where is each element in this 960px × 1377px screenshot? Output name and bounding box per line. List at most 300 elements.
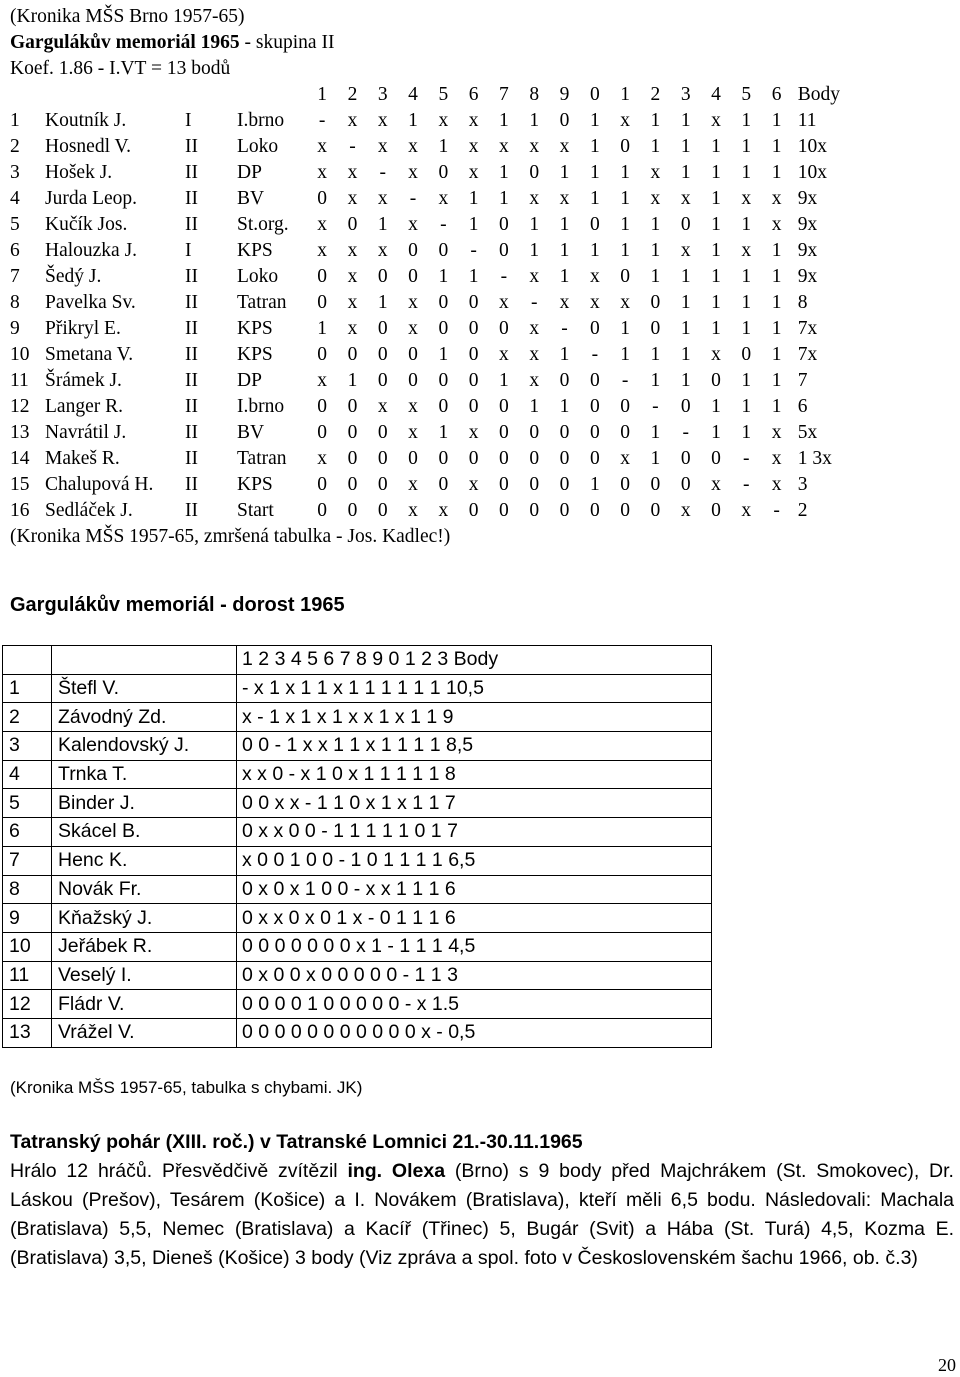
result-cell: - [304, 791, 312, 814]
result-cell: 0 [321, 877, 333, 900]
player-number: 8 [10, 292, 20, 313]
result-cell: 0 [559, 110, 570, 131]
result-cell: 0 [620, 136, 630, 157]
result-cell: x [273, 906, 284, 929]
player-number: 4 [10, 188, 20, 209]
player-number: 9 [3, 904, 52, 933]
result-cell: 1 [412, 906, 424, 929]
tatra-cup-title: Tatranský pohár (XIII. roč.) v Tatranské Lomnici 21.-30.11.1965 [10, 1131, 583, 1153]
result-cell: x [438, 188, 449, 209]
table-row [3, 674, 712, 703]
result-cell: 0 [620, 500, 630, 521]
result-cell: 1 [307, 992, 318, 1015]
result-cell: 0 [468, 344, 479, 365]
column-number: 1 [404, 648, 416, 671]
table-row [3, 904, 712, 933]
result-cell: 1 [399, 849, 411, 872]
player-number: 11 [3, 961, 52, 990]
chronicle-source: (Kronika MŠS Brno 1957-65) [10, 6, 245, 27]
player-class: II [185, 318, 198, 339]
result-cell: 1 [711, 214, 721, 235]
player-class: II [185, 422, 198, 443]
result-cell: x [253, 677, 264, 700]
result-cell: 1 [413, 734, 425, 757]
column-number: 3 [274, 648, 286, 671]
player-points: 6,5 [448, 849, 476, 872]
result-cell: 1 [468, 188, 479, 209]
table-row [3, 789, 712, 818]
result-cell: x [258, 820, 269, 843]
junior-title: Gargulákův memoriál - dorost 1965 [10, 594, 345, 616]
column-number: 8 [529, 84, 540, 105]
result-cell: x [559, 292, 570, 313]
result-cell: 1 [771, 240, 782, 261]
result-cell: x [355, 935, 366, 958]
result-cell: 0 [499, 448, 509, 469]
result-cell: 1 [412, 763, 424, 786]
table-row [3, 703, 712, 732]
result-cell: 1 [589, 474, 600, 495]
result-cell: 1 [371, 935, 382, 958]
result-cell: 0 [320, 906, 331, 929]
column-number: 5 [741, 84, 752, 105]
column-number: 3 [437, 648, 449, 671]
result-cell: x [408, 136, 418, 157]
result-cell: x [771, 448, 782, 469]
player-club: KPS [237, 240, 273, 261]
column-number: 0 [388, 648, 400, 671]
result-cell: 0 [347, 500, 358, 521]
result-cell: 0 [559, 500, 570, 521]
result-cell: x [274, 791, 285, 814]
player-name: Jurda Leop. [45, 188, 138, 209]
column-number: 3 [377, 84, 388, 105]
result-cell: 0 [414, 820, 426, 843]
result-cell: x [680, 188, 691, 209]
table-row [3, 846, 712, 875]
result-cell: x [741, 188, 752, 209]
column-number: 4 [408, 84, 418, 105]
para-part-1: Hrálo 12 hráčů. Přesvědčivě zvítězil [10, 1160, 348, 1182]
result-cell: 1 [468, 214, 479, 235]
result-cells [237, 818, 712, 847]
player-name: Hošek J. [45, 162, 113, 183]
result-cell: 0 [711, 500, 721, 521]
result-cell: 1 [377, 292, 388, 313]
result-cell: 1 [377, 214, 388, 235]
result-cell: 1 [380, 791, 392, 814]
result-cell: 0 [242, 791, 253, 814]
player-name: Hosnedl V. [45, 136, 131, 157]
result-cell: 1 [559, 266, 570, 287]
result-cells [237, 1018, 712, 1047]
winner-name: ing. Olexa [347, 1160, 446, 1182]
column-number: 5 [438, 84, 449, 105]
player-number: 3 [3, 732, 52, 761]
result-cell: 1 [529, 110, 540, 131]
result-cell: x [408, 500, 418, 521]
result-cell: x [397, 791, 407, 814]
table-row [3, 1018, 712, 1047]
result-cell: - [621, 370, 629, 391]
player-points: 10x [797, 162, 827, 183]
result-cell: x [529, 344, 540, 365]
player-club: BV [237, 188, 265, 209]
result-cell: 0 [258, 935, 270, 958]
result-cell: 0 [323, 935, 335, 958]
result-cell: x [394, 705, 405, 728]
player-class: II [185, 500, 198, 521]
result-cell: x [273, 820, 284, 843]
column-number: 4 [711, 84, 721, 105]
result-cell: x [348, 705, 359, 728]
result-cell: 0 [353, 963, 365, 986]
result-cell: x [347, 188, 358, 209]
result-cell: 0 [650, 318, 661, 339]
table-row [3, 961, 712, 990]
player-club: Start [237, 500, 274, 521]
result-cell: 1 [365, 820, 377, 843]
column-number: 7 [339, 648, 351, 671]
result-cell: 0 [332, 763, 343, 786]
player-name: Langer R. [45, 396, 123, 417]
tatra-cup-paragraph [10, 1157, 954, 1273]
result-cell: x [438, 110, 449, 131]
result-cell: 0 [408, 448, 418, 469]
result-cell: 0 [370, 963, 381, 986]
result-cell: 0 [242, 734, 253, 757]
player-points: 9 [442, 705, 454, 728]
column-number: 6 [771, 84, 782, 105]
result-cell: 0 [499, 214, 509, 235]
result-cell: 0 [317, 344, 328, 365]
result-cell: 0 [323, 1021, 335, 1044]
result-cell: 0 [499, 240, 509, 261]
result-cell: 0 [337, 963, 349, 986]
result-cell: x [377, 136, 388, 157]
result-cell: x [680, 500, 691, 521]
result-cell: 1 [316, 677, 328, 700]
player-name: Sedláček J. [45, 500, 133, 521]
result-cell: 1 [771, 370, 782, 391]
result-cell: 1 [650, 266, 661, 287]
result-cell: x [317, 136, 328, 157]
result-cell: 1 [333, 734, 344, 757]
result-cell: x [438, 500, 449, 521]
player-points: 9x [797, 266, 818, 287]
table-header-row [10, 82, 844, 108]
result-cell: x [589, 266, 600, 287]
result-cell: 1 [771, 344, 782, 365]
result-cell: 0 [347, 474, 358, 495]
result-cell: 1 [349, 820, 361, 843]
player-number: 1 [3, 674, 52, 703]
column-number: 4 [290, 648, 302, 671]
player-number: 10 [3, 932, 52, 961]
result-cell: 0 [650, 474, 661, 495]
player-name: Novák Fr. [52, 875, 237, 904]
result-cell: 0 [377, 344, 388, 365]
player-name: Halouzka J. [45, 240, 138, 261]
result-cell: x [559, 136, 570, 157]
result-cell: 1 [589, 162, 600, 183]
result-cell: 1 [269, 677, 280, 700]
player-name: Jeřábek R. [52, 932, 237, 961]
result-cell: 0 [272, 763, 284, 786]
player-club: I.brno [237, 110, 285, 131]
player-class: II [185, 396, 198, 417]
result-cell: 0 [499, 422, 509, 443]
result-cell: 0 [377, 474, 388, 495]
result-cell: 1 [741, 162, 752, 183]
result-cell: 1 [438, 422, 449, 443]
player-number: 2 [3, 703, 52, 732]
result-cell: 1 [771, 396, 782, 417]
result-cell: x [468, 474, 479, 495]
player-name: Smetana V. [45, 344, 134, 365]
result-cell: - [591, 344, 599, 365]
player-class: I [185, 240, 192, 261]
player-number: 5 [10, 214, 20, 235]
player-points: 6 [444, 877, 456, 900]
table-row [10, 498, 844, 524]
result-cell: x [529, 370, 540, 391]
result-cell: 1 [680, 110, 691, 131]
result-cell: 0 [711, 370, 721, 391]
result-cell: 0 [408, 240, 418, 261]
result-cell: 0 [529, 474, 540, 495]
result-cell: 0 [438, 292, 449, 313]
result-cell: - [773, 500, 780, 521]
result-cell: 0 [355, 992, 367, 1015]
result-cell: x [771, 214, 782, 235]
result-cell: 0 [438, 448, 449, 469]
result-cell: 1 [589, 188, 600, 209]
player-points: 11 [797, 110, 817, 131]
result-cell: 1 [364, 677, 376, 700]
result-cell: 0 [274, 1021, 286, 1044]
table-row [10, 446, 844, 472]
result-cell: 1 [397, 677, 408, 700]
result-cell: 0 [317, 500, 328, 521]
result-cell: 0 [258, 992, 270, 1015]
result-cell: 0 [620, 396, 630, 417]
result-cell: x [258, 877, 269, 900]
result-cell: x [408, 396, 418, 417]
table-row [3, 818, 712, 847]
result-cell: 0 [339, 935, 351, 958]
result-cell: x [285, 677, 296, 700]
result-cell: 1 [771, 110, 782, 131]
result-cell: - [257, 705, 264, 728]
column-number: 7 [499, 84, 509, 105]
result-cell: - [387, 935, 394, 958]
result-cell: 0 [242, 963, 253, 986]
result-cell: 0 [273, 877, 285, 900]
result-cell: 1 [414, 963, 426, 986]
result-cell: 1 [771, 266, 782, 287]
player-club: Loko [237, 136, 279, 157]
result-cell: - [440, 214, 447, 235]
player-name: Navrátil J. [45, 422, 127, 443]
player-class: II [185, 474, 198, 495]
result-cell: x [711, 474, 721, 495]
result-cell: 1 [333, 791, 344, 814]
result-cell: 0 [317, 396, 328, 417]
result-cell: 1 [396, 877, 407, 900]
result-cell: 0 [258, 1021, 270, 1044]
result-cell: 1 [429, 677, 441, 700]
player-points: 8,5 [445, 734, 474, 757]
result-cell: 1 [741, 266, 752, 287]
column-number: 9 [559, 84, 570, 105]
player-points: 9x [797, 214, 818, 235]
result-cell: 0 [438, 162, 449, 183]
result-cell: 1 [741, 214, 752, 235]
player-club: Tatran [237, 448, 287, 469]
result-cells [237, 789, 712, 818]
result-cell: - [353, 877, 361, 900]
result-cell: x [285, 705, 296, 728]
result-cell: 0 [741, 344, 752, 365]
result-cell: 1 [378, 705, 390, 728]
result-cell: 1 [431, 935, 443, 958]
result-cell: x [317, 162, 328, 183]
result-cell: x [771, 422, 782, 443]
result-cell: 1 [741, 110, 752, 131]
table-note: (Kronika MŠS 1957-65, zmršená tabulka - Jos. Kadlec!) [10, 526, 451, 547]
player-name: Šrámek J. [45, 370, 122, 391]
result-cell: 0 [347, 448, 358, 469]
column-number: 2 [347, 84, 358, 105]
page-number: 20 [938, 1355, 956, 1375]
player-points: 8 [444, 763, 456, 786]
player-name: Vrážel V. [52, 1018, 237, 1047]
player-points: 10x [797, 136, 827, 157]
result-cell: 1 [620, 318, 630, 339]
result-cell: 0 [290, 1021, 302, 1044]
result-cell: 1 [410, 705, 421, 728]
result-cell: x [589, 292, 600, 313]
player-number: 10 [10, 344, 30, 365]
result-cell: x [242, 849, 252, 872]
result-cell: 0 [317, 188, 328, 209]
result-cell: x [680, 240, 691, 261]
result-cell: 0 [290, 992, 302, 1015]
result-cell: 1 [650, 214, 661, 235]
result-cell: 1 [711, 240, 721, 261]
player-name: Závodný Zd. [52, 703, 237, 732]
table-row [10, 420, 844, 446]
result-cell: - [652, 396, 659, 417]
table-row [10, 160, 844, 186]
result-cells [237, 846, 712, 875]
result-cell: 0 [257, 849, 269, 872]
player-name: Binder J. [52, 789, 237, 818]
result-cell: 0 [242, 935, 253, 958]
result-cell: - [402, 963, 410, 986]
result-cell: x [347, 110, 358, 131]
result-cell: x [300, 763, 311, 786]
result-cell: 0 [680, 396, 691, 417]
result-cell: x [317, 240, 328, 261]
result-cell: 0 [499, 500, 509, 521]
player-number: 7 [10, 266, 20, 287]
result-cell: 1 [680, 136, 691, 157]
player-club: BV [237, 422, 265, 443]
table-row [10, 472, 844, 498]
table-row [3, 732, 712, 761]
result-cell: - [404, 992, 412, 1015]
result-cell: 0 [379, 906, 391, 929]
player-name: Šedý J. [45, 266, 102, 287]
result-cell: x [408, 422, 418, 443]
result-cell: 0 [559, 474, 570, 495]
result-cell: x [347, 292, 358, 313]
result-cells [237, 875, 712, 904]
result-cell: 0 [589, 370, 600, 391]
result-cells [237, 674, 712, 703]
result-cells [237, 990, 712, 1019]
result-cell: 1 [332, 705, 343, 728]
result-cell: 0 [408, 266, 418, 287]
player-name: Kalendovský J. [52, 732, 237, 761]
result-cell: x [317, 370, 328, 391]
result-cell: 1 [363, 763, 375, 786]
player-name: Přikryl E. [45, 318, 121, 339]
result-cell: 0 [377, 318, 388, 339]
result-cell: 0 [529, 422, 540, 443]
result-cell: 0 [468, 370, 479, 391]
result-cell: 0 [377, 422, 388, 443]
player-number: 13 [10, 422, 30, 443]
player-points: 2 [797, 500, 808, 521]
result-cell: 1 [380, 677, 392, 700]
table-row [10, 342, 844, 368]
result-cell: x [620, 110, 630, 131]
result-cell: x [499, 292, 509, 313]
player-number: 3 [10, 162, 20, 183]
result-cell: x [242, 705, 252, 728]
result-cells [237, 932, 712, 961]
result-cell: 0 [589, 396, 600, 417]
result-cell: 0 [366, 849, 378, 872]
result-cell: 1 [349, 734, 361, 757]
result-cell: 1 [589, 136, 600, 157]
result-cell: - [379, 162, 386, 183]
result-cell: 0 [274, 992, 286, 1015]
result-cell: 0 [347, 214, 358, 235]
player-number: 12 [10, 396, 30, 417]
column-number: 0 [589, 84, 600, 105]
result-cell: 1 [336, 906, 348, 929]
result-cell: 1 [300, 705, 312, 728]
result-cell: 0 [529, 162, 540, 183]
player-points: 6 [444, 906, 456, 929]
player-points: 7 [797, 370, 808, 391]
result-cell: 0 [589, 448, 600, 469]
result-cell: 1 [499, 110, 509, 131]
player-points: 10,5 [445, 677, 484, 700]
player-number: 2 [10, 136, 20, 157]
junior-note: (Kronika MŠS 1957-65, tabulka s chybami. JK) [10, 1078, 363, 1097]
result-cell: x [377, 188, 388, 209]
result-cell: 1 [348, 677, 360, 700]
column-number: 2 [258, 648, 270, 671]
result-cell: 0 [438, 396, 449, 417]
column-number: 2 [650, 84, 661, 105]
result-cell: x [347, 318, 358, 339]
